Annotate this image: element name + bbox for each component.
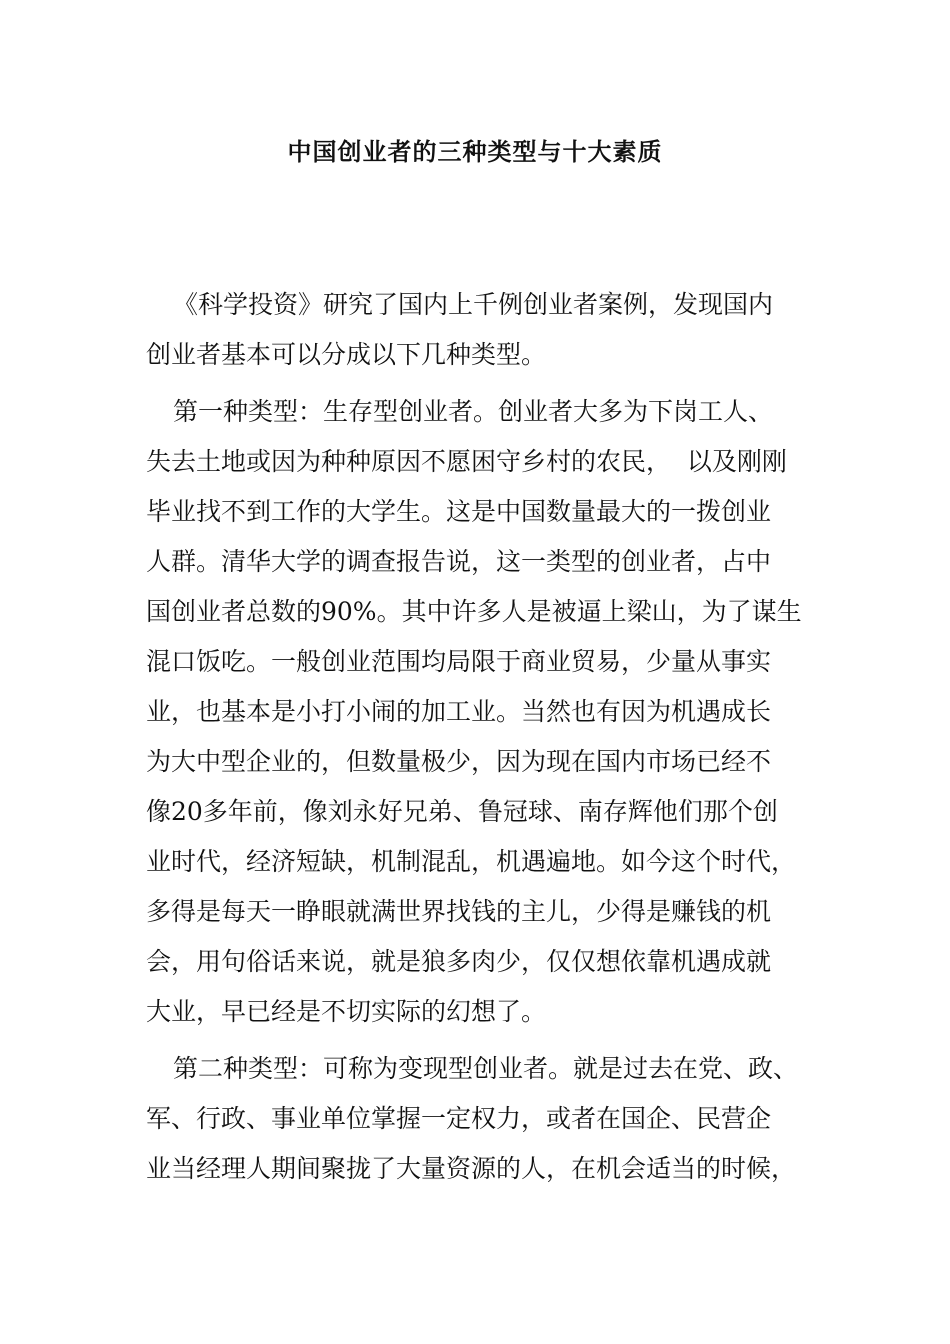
text-line: 人群。清华大学的调查报告说，这一类型的创业者，占中 [146, 547, 772, 576]
text-line: 第二种类型：可称为变现型创业者。就是过去在党、政、 [173, 1054, 799, 1083]
text-line: 失去土地或因为种种原因不愿困守乡村的农民， 以及刚刚 [146, 447, 787, 476]
text-line: 《科学投资》研究了国内上千例创业者案例，发现国内 [173, 290, 774, 319]
text-line: 会，用句俗话来说，就是狼多肉少，仅仅想依靠机遇成就 [146, 947, 772, 976]
text-line: 为大中型企业的，但数量极少，因为现在国内市场已经不 [146, 747, 772, 776]
text-line: 业，也基本是小打小闹的加工业。当然也有因为机遇成长 [146, 697, 772, 726]
paragraph-type-one [146, 387, 806, 1037]
text-line: 创业者基本可以分成以下几种类型。 [146, 340, 547, 369]
text-line: 大业，早已经是不切实际的幻想了。 [146, 997, 547, 1026]
paragraph-intro [146, 280, 806, 380]
document-title: 中国创业者的三种类型与十大素质 [287, 137, 663, 166]
text-line: 毕业找不到工作的大学生。这是中国数量最大的一拨创业 [146, 497, 772, 526]
text-line: 多得是每天一睁眼就满世界找钱的主儿，少得是赚钱的机 [146, 897, 772, 926]
paragraph-type-two [146, 1044, 806, 1194]
text-line: 国创业者总数的90%。其中许多人是被逼上梁山，为了谋生 [146, 597, 802, 626]
text-line: 业当经理人期间聚拢了大量资源的人，在机会适当的时候， [146, 1154, 797, 1183]
text-line: 业时代，经济短缺，机制混乱，机遇遍地。如今这个时代， [146, 847, 797, 876]
text-line: 混口饭吃。一般创业范围均局限于商业贸易，少量从事实 [146, 647, 772, 676]
text-line: 像20多年前，像刘永好兄弟、鲁冠球、南存辉他们那个创 [146, 797, 778, 826]
text-line: 军、行政、事业单位掌握一定权力，或者在国企、民营企 [146, 1104, 772, 1133]
text-line: 第一种类型：生存型创业者。创业者大多为下岗工人、 [173, 397, 774, 426]
document-body [146, 280, 806, 1201]
